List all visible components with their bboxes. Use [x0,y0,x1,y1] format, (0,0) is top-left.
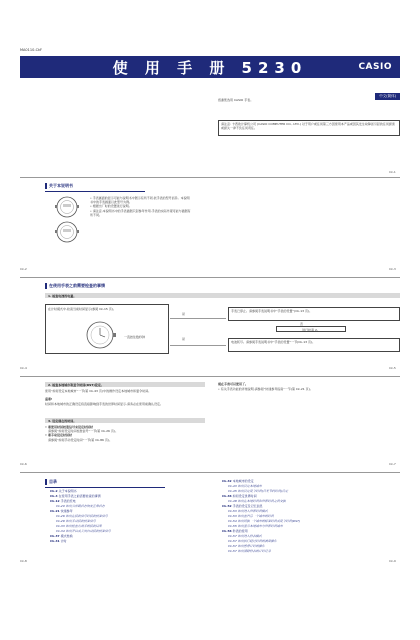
contents-entry-title: 如何查看另一个城市的时间 [237,514,274,518]
page-number: Ck-4 [20,366,27,370]
contents-entry-title: 模式转换 [60,534,73,538]
step-2-header: 2. 检查本地城市和夏令时间(DST)设定。 [45,382,205,387]
contents-page-ref: Ck-29 [56,519,66,523]
page-number: Ck-6 [20,462,27,466]
flow-yes-label-2: 是 [182,337,186,341]
important-note: 时间和本地城市的正确设定将直接影响到手表的世界时间显示,请务必在使用前确认设定。 [45,402,163,406]
contents-page-ref: Ck-33 [56,524,66,528]
contents-page-ref: Ck-54 [228,519,238,523]
flow-next-box: 进行检查 2。 [276,326,346,332]
contents-page-ref: Ck-34 [56,529,66,533]
contents-entry-title: 在使用手表之前需要检查的事情 [58,494,101,498]
flow-arrow [170,318,226,319]
watch-crown-icon [82,317,122,353]
document-code: MA0110-CkF [20,48,43,52]
contents-page-ref: Ck-52 [222,504,233,508]
contents-entry-title: 如何手动接收校准信号 [65,519,96,523]
contents-page-ref: Ck-37 [50,534,61,538]
contents-entry[interactable] [222,549,402,554]
contents-page-ref: Ck-4 [50,494,59,498]
contents-entry-title: 如何设定世界时间 [232,494,257,498]
contents-page-ref: Ck-57 [228,534,238,538]
contents-page-ref: Ck-41 [50,539,61,543]
greeting-text: 感谢您选用 CASIO 手表。 [218,98,254,102]
contents-page-ref: Ck-12 [50,499,61,503]
section-heading-about: 关于本说明书 [45,183,73,189]
contents-list-right [222,479,402,554]
flow-box-battery: 电池耗尽。请参阅手表说明书中“手表的设置”一节(Ck-13 页)。 [228,338,400,352]
contents-page-ref: Ck-56 [222,529,233,533]
disclaimer-text: 卡西欧计算机公司 (CASIO COMPUTER CO., LTD.) 对于用户或任何第三方因使用本产品或因其发生故障而引起的任何损害或损失一律不负任何责任。 [221,122,395,131]
contents-entry-title: 计时 [60,539,67,543]
divider [20,277,400,278]
page-number: Ck-8 [20,559,27,563]
contents-entry-title: 本地城市的设定 [232,479,254,483]
watch-face-icon [55,197,79,217]
contents-entry-title: 快速参考 [60,509,73,513]
step-3-items: • 要使用时间校准信号来设定时间时 请参阅“如何设定时间校准信号”一节(第 Ck-26 页)。 • 要手动设定时间时 请参阅“如何手动设定时间”一节(第 Ck-86 页)。 [45,425,119,442]
page-number: Ck-1 [389,170,396,174]
section-underline [45,487,165,488]
flow-box-stopped: 手表已停止。请参阅手表说明书中“手表的设置”(Ck-13 页)。 [228,307,400,321]
divider [20,177,400,178]
section-heading-before-use: 在使用手表之前需要检查的事情 [45,283,105,289]
contents-entry-title: 如何从休眠状态恢复正常状态 [65,504,105,508]
contents-entry-title: 如何设定夏令时间(日光节约时间)设定 [237,489,289,493]
step-3-header: 3. 设定现在的时间。 [45,418,205,423]
contents-page-ref: Ck-53 [228,509,238,513]
title-banner [20,56,400,78]
about-bullets: • 手表画面的显示可能与说明书中图示有所不同,依手表的型号而异。本说明书中的手表画面以此型号为例。 • 根据出厂时的设置进行说明。 • 请注意,本说明书中的手表插图只起参考作用,手表的实际外观可能与插图有所不同。 [90,196,191,217]
page-number: Ck-7 [389,462,396,466]
contents-entry-title: 如何执行经过时间的测量操作 [237,539,277,543]
contents-entry-title: 如何在接收信号时接收校准信号 [65,514,108,518]
watch-face-icon [55,222,79,242]
watch-illustrations [47,195,89,245]
step-1-instruction: 在计时模式中,检查当前时间显示(参阅 Ck-15 页)。 [48,307,116,311]
contents-page-ref: Ck-43 [228,484,238,488]
contents-page-ref: Ck-55 [228,524,238,528]
contents-entry-title: 如何清除秒表的计时记录 [237,549,271,553]
contents-page-ref: Ck-26 [56,514,66,518]
divider [20,376,400,377]
page-title: 使 用 手 册 5230 [112,58,308,77]
section-underline [45,191,145,192]
step-1-header: 1. 检查电池的电量。 [45,293,400,298]
flow-no-label: 否 [300,322,304,326]
contents-entry[interactable] [50,539,210,544]
ready-text: • 有关手表功能的详细说明,请参阅“快速参考指南”一节(第 Ck-21 页)。 [218,387,313,391]
page-number: Ck-3 [389,267,396,271]
contents-entry-title: 手表的设定及记忆信息 [232,504,263,508]
contents-page-ref: Ck-45 [228,489,238,493]
section-heading-contents: 目录 [45,479,57,485]
disclaimer-box [218,120,400,136]
contents-page-ref: Ck-57 [228,539,238,543]
flow-arrow [170,345,226,346]
flow-yes-label: 是 [182,312,186,316]
contents-page-ref: Ck-2 [50,489,59,493]
step-1-panel [45,304,169,354]
step-2-text: 使用“如何设定本地城市”一节(第 Ck-43 页)中的操作设定本地城市和夏令时间。 [45,389,152,393]
contents-entry-title: 如何检查有效手的接收结果 [65,524,102,528]
contents-entry-title: 如何进入秒表模式 [237,534,262,538]
contents-page-ref: Ck-21 [50,509,61,513]
ready-heading: 现在手表可以使用了。 [218,382,249,386]
page-number: Ck-9 [389,559,396,563]
contents-entry-title: 如何设定本地城市 [237,484,262,488]
contents-list-left [50,489,210,544]
contents-page-ref: Ck-48 [228,499,238,503]
casio-logo: CASIO [358,62,392,72]
crown-label: 一直按住数秒钟 [124,335,146,339]
contents-entry-title: 手表的充电 [60,499,76,503]
contents-page-ref: Ck-57 [228,544,238,548]
divider [20,472,400,473]
important-heading: 重要! [45,397,53,401]
contents-page-ref: Ck-53 [228,514,238,518]
contents-entry-title: 如何进入世界时间模式 [237,509,268,513]
contents-entry-title: 关于本说明书 [58,489,77,493]
contents-page-ref: Ck-57 [228,549,238,553]
contents-page-ref: Ck-42 [222,479,233,483]
contents-entry-title: 如何暂停计时的操作 [237,544,265,548]
contents-page-ref: Ck-20 [56,504,66,508]
disclaimer-label: 请注意: [221,122,232,126]
contents-entry-title: 如何切换一个城市的标准时间或夏令时间(DST) [237,519,301,523]
language-tag: 中文(简体) [375,93,400,100]
contents-entry-title: 如何开启或关闭自动接收校准信号 [65,529,111,533]
contents-entry-title: 如何显示本地城市与世界时间城市 [237,524,283,528]
contents-entry-title: 秒表的使用 [232,529,248,533]
contents-entry-title: 如何在本地时间和世界时间之间交换 [237,499,286,503]
page-number: Ck-2 [20,267,27,271]
page-number: Ck-5 [389,366,396,370]
contents-page-ref: Ck-46 [222,494,233,498]
